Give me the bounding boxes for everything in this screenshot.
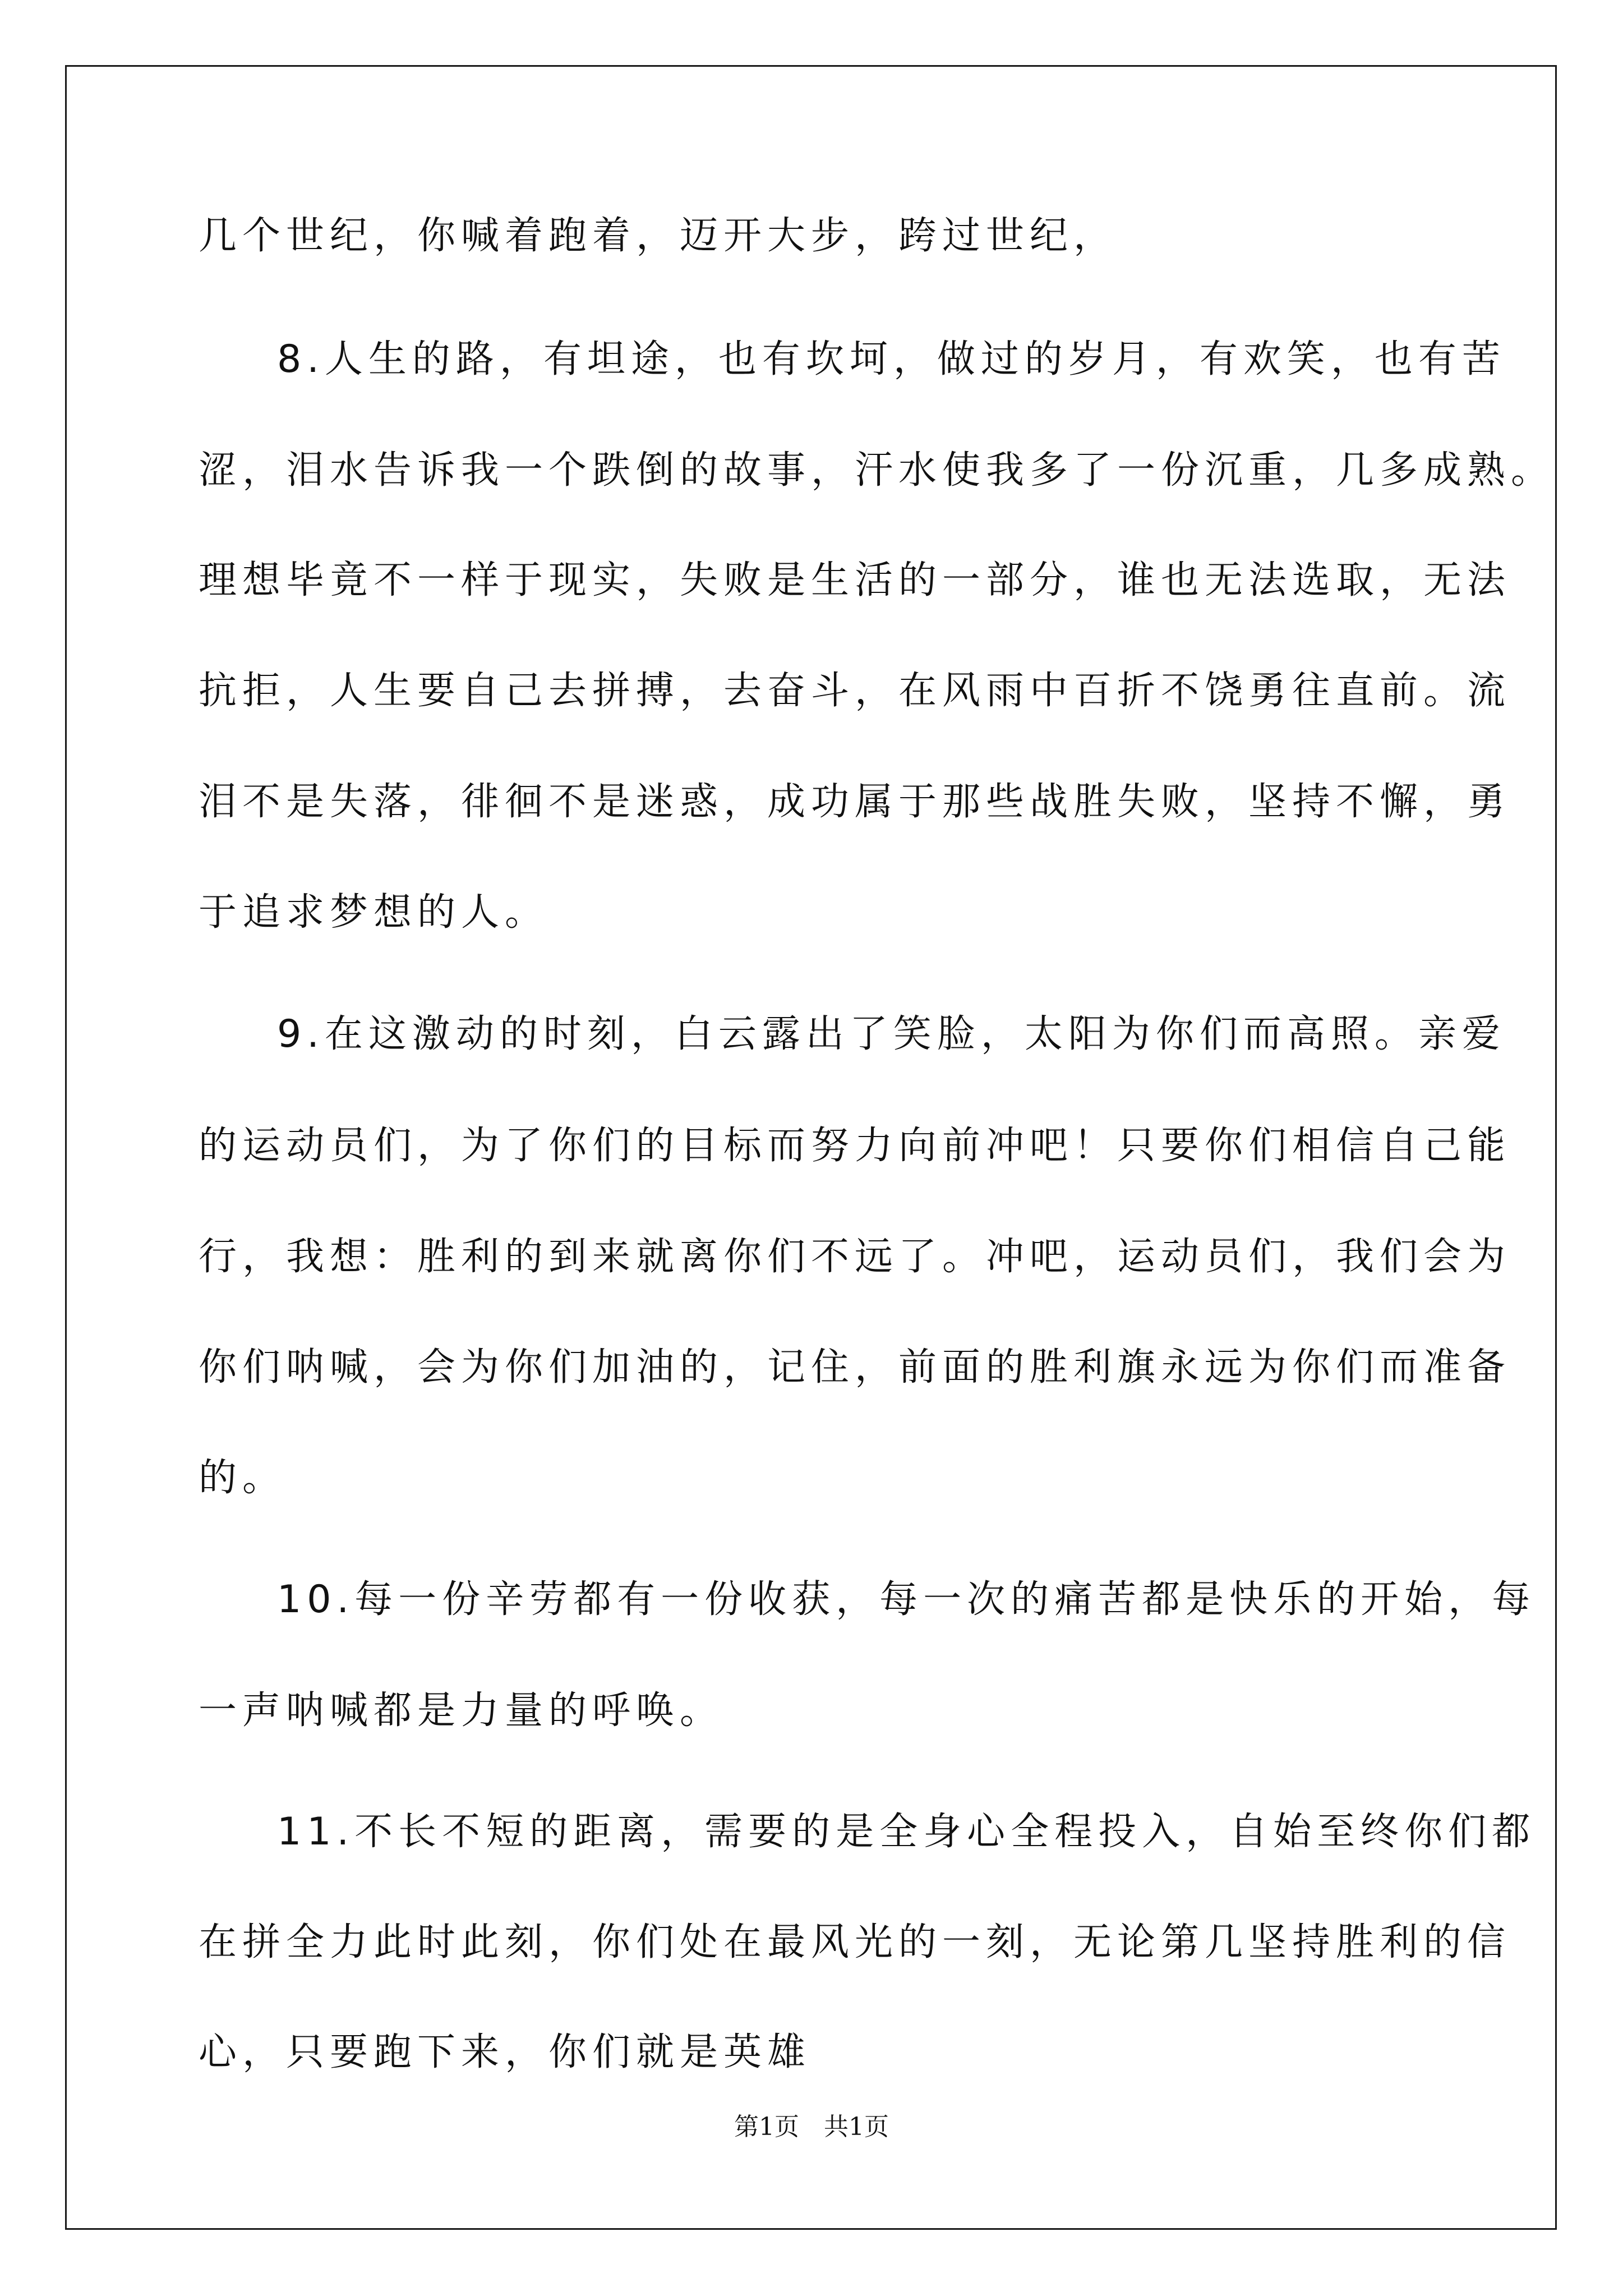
text-line: 在拼全力此时此刻，你们处在最风光的一刻，无论第几坚持胜利的信 bbox=[199, 1920, 1511, 1964]
text-line: 的运动员们，为了你们的目标而努力向前冲吧！只要你们相信自己能 bbox=[199, 1124, 1511, 1168]
text-line: 行，我想：胜利的到来就离你们不远了。冲吧，运动员们，我们会为 bbox=[199, 1235, 1511, 1279]
text-line: 你们呐喊，会为你们加油的，记住，前面的胜利旗永远为你们而准备 bbox=[199, 1345, 1511, 1389]
text-line: 心，只要跑下来，你们就是英雄 bbox=[199, 2030, 811, 2074]
text-line: 于追求梦想的人。 bbox=[199, 890, 549, 935]
text-line: 一声呐喊都是力量的呼唤。 bbox=[199, 1688, 724, 1733]
text-line: 涩，泪水告诉我一个跌倒的故事，汗水使我多了一份沉重，几多成熟。 bbox=[199, 448, 1555, 493]
text-line: 泪不是失落，徘徊不是迷惑，成功属于那些战胜失败，坚持不懈，勇 bbox=[199, 780, 1511, 824]
text-line: 的。 bbox=[199, 1456, 287, 1500]
page-number-footer: 第1页 共1页 bbox=[734, 2113, 889, 2141]
paragraph-11-line: 11.不长不短的距离，需要的是全身心全程投入，自始至终你们都 bbox=[277, 1810, 1536, 1854]
paragraph-9-line: 9.在这激动的时刻，白云露出了笑脸，太阳为你们而高照。亲爱 bbox=[277, 1012, 1506, 1056]
text-line: 理想毕竟不一样于现实，失败是生活的一部分，谁也无法选取，无法 bbox=[199, 558, 1511, 602]
paragraph-10-line: 10.每一份辛劳都有一份收获，每一次的痛苦都是快乐的开始，每 bbox=[277, 1577, 1536, 1622]
text-line: 几个世纪，你喊着跑着，迈开大步，跨过世纪， bbox=[199, 214, 1118, 258]
text-line: 抗拒，人生要自己去拼搏，去奋斗，在风雨中百折不饶勇往直前。流 bbox=[199, 669, 1511, 713]
paragraph-8-line: 8.人生的路，有坦途，也有坎坷，做过的岁月，有欢笑，也有苦 bbox=[277, 337, 1506, 381]
